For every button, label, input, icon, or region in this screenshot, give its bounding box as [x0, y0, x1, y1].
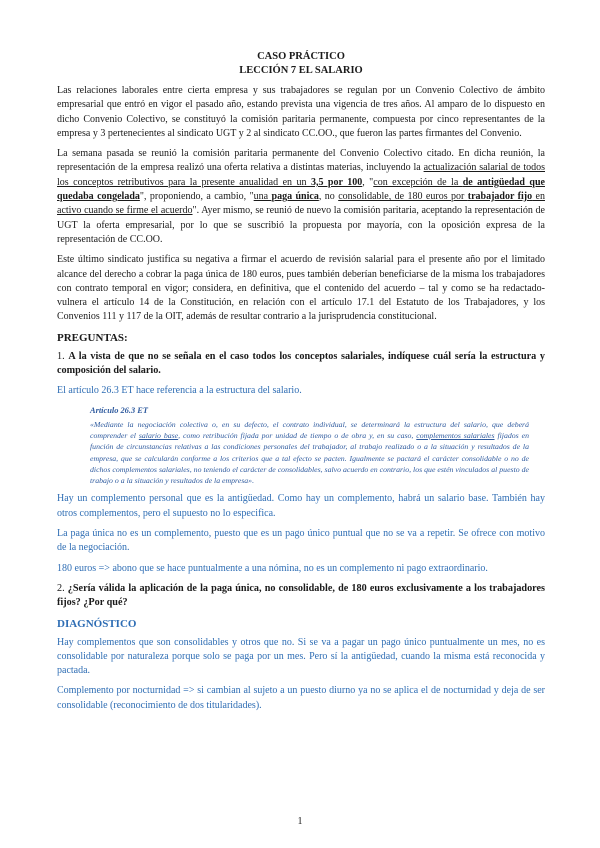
p2-s12: trabajador fijo [467, 191, 533, 203]
paragraph-1: Las relaciones laborales entre cierta empresa y sus trabajadores se regulan por un Convenio Colectivo de ámbito empresarial que entró en vigor el pasado año, estando prevista una vigencia de tres años. Al amparo de lo dispuesto en dicho Convenio Colectivo, se constituyó la comisión paritaria permanente, compuesta por cinco representantes de la empresa y 3 pertenecientes al sindicato UGT y 2 al sindicato CC.OO., que fueron las partes firmantes del Convenio. [57, 85, 545, 139]
p2-s8: una [253, 191, 272, 203]
p2-s6: de antigüedad que quedaba congelada [57, 176, 545, 203]
article-t2: salario base [138, 430, 179, 440]
diagnostico-heading: DIAGNÓSTICO [57, 617, 137, 630]
p2-s5: con excepción de la [373, 176, 463, 188]
answer-1-p2: La paga única no es un complemento, puesto que es un pago único puntual que no se va a repetir. Se ofrece con motivo de la negociación. [57, 528, 545, 554]
p2-s14: ". Ayer mismo, se reunió de nuevo la comisión paritaria, aceptando la representación de UGT la oferta empresarial, por lo que se suscribió la propuesta por mayoría, con la oposición expresa de la representación de CC.OO. [57, 205, 545, 245]
doc-title-line1: CASO PRÁCTICO [257, 51, 345, 62]
answer-1-p3: 180 euros => abono que se hace puntualmente a una nómina, no es un complemento ni pago extraordinario. [57, 562, 488, 574]
p2-s11: consolidable, de 180 euros por [338, 191, 468, 203]
article-t1: «Mediante la negociación colectiva o, en su defecto, el contrato individual, se determinará la estructura del salario, que deberá comprender el [90, 419, 529, 440]
article-text [90, 419, 529, 487]
article-t3: , como retribución fijada por unidad de tiempo o de obra y, en su caso, [178, 430, 417, 440]
q1-number: 1. [57, 350, 69, 362]
paragraph-3: Este último sindicato justifica su negativa a firmar el acuerdo de revisión salarial para el presente año por el limitado alcance del derecho a cobrar la paga única de 180 euros, pues también deberían beneficiarse de la misma los trabajadores con contrato temporal en vigor; considera, en definitiva, que el contenido del acuerdo – tal y como se ha redactado- vulnera el artículo 14 de la Constitución, en relación con el artículo 17.1 del Estatuto de los Trabajadores, y los Convenios 111 y 117 de la OIT, además de resultar contrario a la jurisprudencia constitucional. [57, 254, 545, 323]
p2-s13: en activo cuando se firme el acuerdo [57, 191, 545, 217]
q1-text: A la vista de que no se señala en el caso todos los conceptos salariales, indíquese cuál sería la estructura y composición del salario. [57, 350, 545, 377]
question-1 [57, 350, 545, 379]
p2-s9: paga única [271, 191, 319, 203]
article-title: Artículo 26.3 ET [90, 405, 148, 415]
article-t5: fijados en función de circunstancias relativas a las condiciones personales del trabajador, al trabajo realizado o a la situación y resultados de la empresa, que se calcularán conforme a los criterios que a tal efecto se pacten. Igualmente se pactará el carácter consolidable o no de dichos complementos salariales, no teniendo el carácter de consolidables, salvo acuerdo en contrario, los que estén vinculados al puesto de trabajo o a la situación y resultados de la empresa». [90, 430, 529, 486]
p2-s7: ", proponiendo, a cambio, " [139, 191, 254, 203]
answer-1-intro: El artículo 26.3 ET hace referencia a la estructura del salario. [57, 385, 302, 397]
page-number: 1 [297, 816, 303, 827]
p2-s2: actualización salarial de todos los conceptos retributivos para la presente anualidad en un [57, 162, 545, 188]
diagnostico-p1: Hay complementos que son consolidables y otros que no. Si se va a pagar un pago único puntualmente un mes, no es consolidable por naturaleza porque solo se paga por un mes. Pero sí la antigüedad, cuando la misma está reconocida y pactada. [57, 636, 545, 677]
diagnostico-p2: Complemento por nocturnidad => si cambian al sujeto a un puesto diurno ya no se aplica el de nocturnidad y deja de ser consolidable (reconocimiento de dos titularidades). [57, 685, 545, 711]
paragraph-2 [57, 147, 545, 247]
preguntas-heading: PREGUNTAS: [57, 331, 128, 344]
q2-text: ¿Sería válida la aplicación de la paga única, no consolidable, de 180 euros exclusivamente a los trabajadores fijos? ¿Por qué? [57, 582, 546, 609]
p2-s10: , no [318, 191, 339, 203]
article-quote [90, 405, 529, 487]
page-content [57, 50, 545, 719]
answer-1-p1: Hay un complemento personal que es la antigüedad. Como hay un complemento, habrá un salario base. También hay otros complementos, pero el supuesto no lo especifica. [57, 493, 545, 519]
p2-s1: La semana pasada se reunió la comisión paritaria permanente del Convenio Colectivo citado. En dicha reunión, la representación de la empresa realizó una oferta relativa a distintas materias, incluyendo la [57, 148, 545, 174]
p2-s4: , " [362, 176, 374, 188]
doc-title-line2: LECCIÓN 7 EL SALARIO [239, 65, 363, 76]
p2-s3: 3,5 por 100 [310, 176, 363, 188]
q2-number: 2. [57, 582, 68, 594]
article-t4: complementos salariales [416, 430, 495, 440]
question-2 [57, 582, 545, 611]
